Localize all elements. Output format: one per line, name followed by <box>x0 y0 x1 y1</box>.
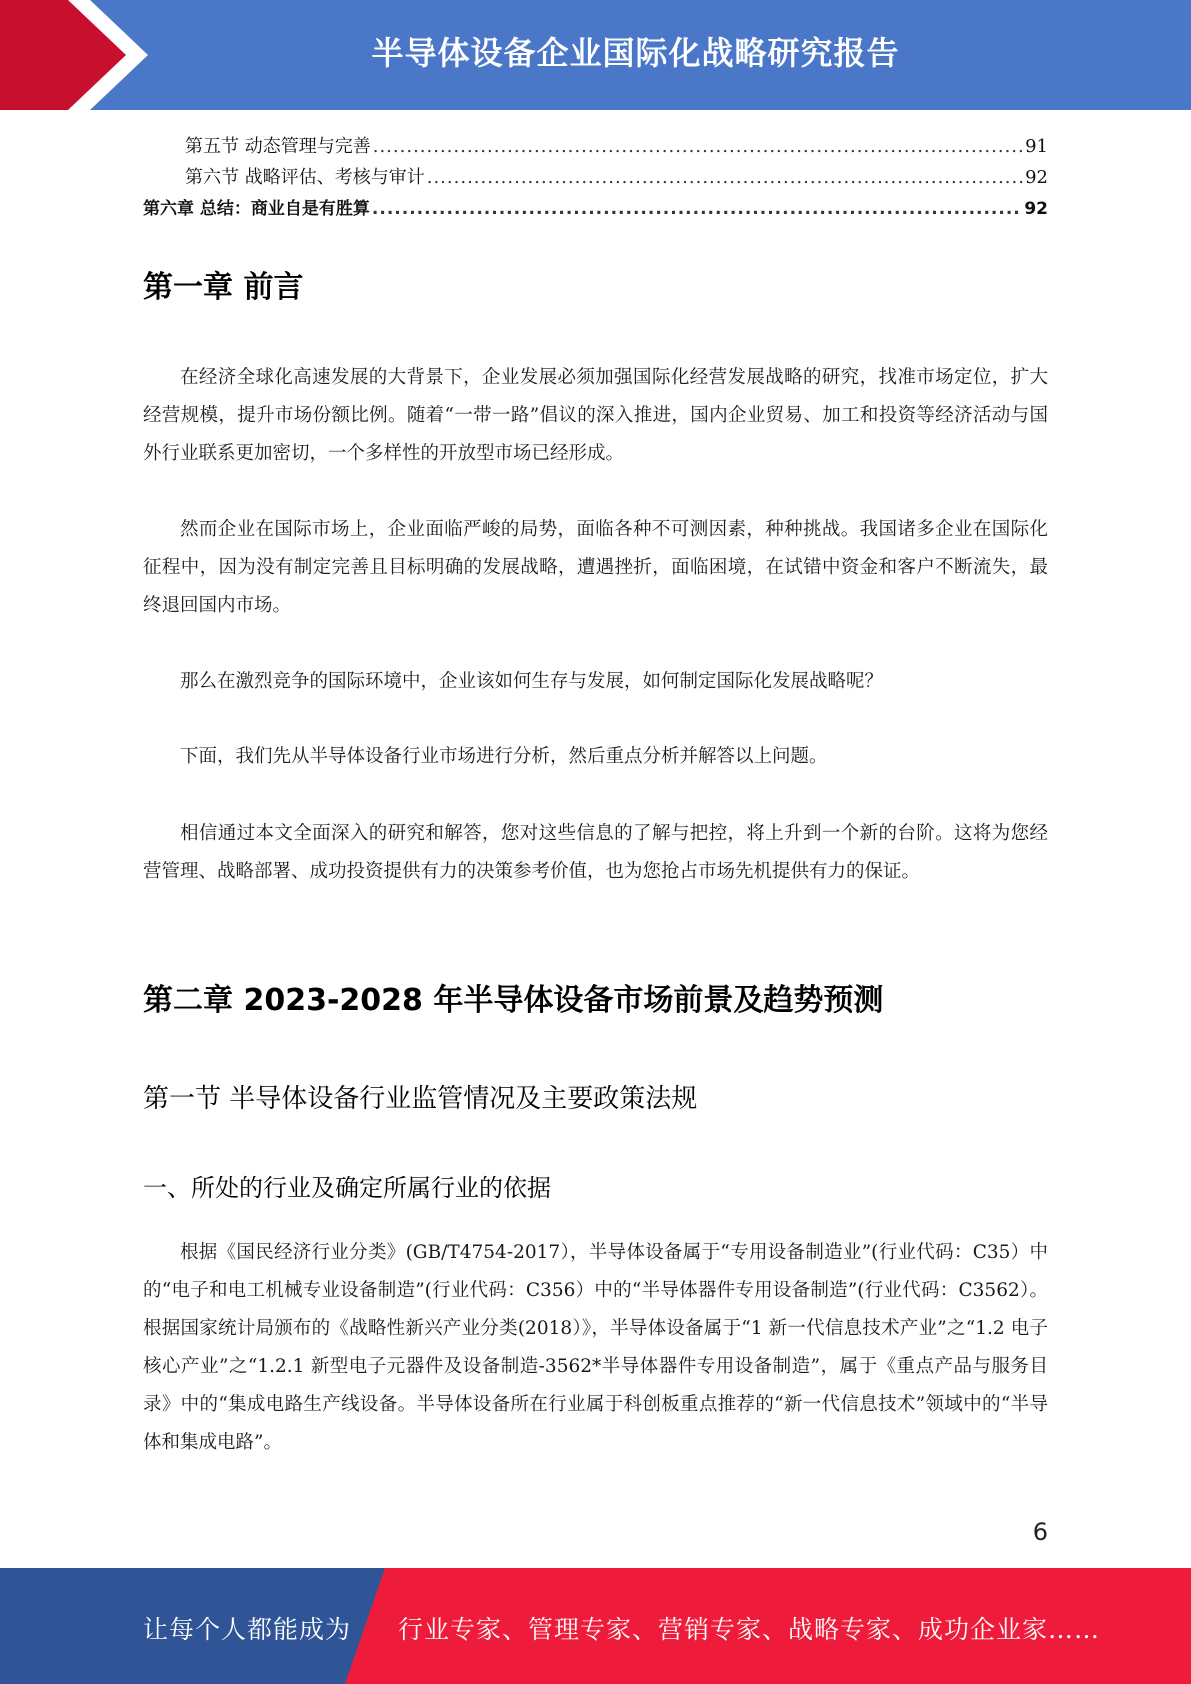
paragraph: 相信通过本文全面深入的研究和解答，您对这些信息的了解与把控，将上升到一个新的台阶。这将为您经营管理、战略部署、成功投资提供有力的决策参考价值，也为您抢占市场先机提供有力的保证。 <box>143 823 1048 882</box>
toc-entry-title: 第六章 总结：商业自是有胜算 <box>143 199 370 219</box>
paragraph: 那么在激烈竞争的国际环境中，企业该如何生存与发展，如何制定国际化发展战略呢？ <box>180 671 884 692</box>
footer-banner <box>0 1568 1191 1684</box>
toc-entry-page: 92 <box>1025 167 1048 188</box>
paragraph: 下面，我们先从半导体设备行业市场进行分析，然后重点分析并解答以上问题。 <box>180 746 828 767</box>
subsection-heading: 一、所处的行业及确定所属行业的依据 <box>143 1174 551 1202</box>
paragraph: 根据《国民经济行业分类》(GB/T4754-2017），半导体设备属于“专用设备制造业”(行业代码：C35）中的“电子和电工机械专业设备制造”(行业代码：C356）中的“半导体器件专用设备制造”(行业代码：C3562）。根据国家统计局颁布的《战略性新兴产业分类(2018）》，半导体设备属于“1 新一代信息技术产业”之“1.2 电子核心产业”之“1.2.1 新型电子元器件及设备制造-3562*半导体器件专用设备制造”，属于《重点产品与服务目录》中的“集成电路生产线设备。半导体设备所在行业属于科创板重点推荐的“新一代信息技术”领域中的“半导体和集成电路”。 <box>143 1242 1048 1453</box>
header-banner <box>0 0 1191 110</box>
toc-entry-page: 92 <box>1024 199 1048 219</box>
toc-leader <box>427 167 1023 188</box>
paragraph: 然而企业在国际市场上，企业面临严峻的局势，面临各种不可测因素，种种挑战。我国诸多企业在国际化征程中，因为没有制定完善且目标明确的发展战略，遭遇挫折，面临困境，在试错中资金和客户不断流失，最终退回国内市场。 <box>143 519 1048 616</box>
footer-slogan-right: 行业专家、管理专家、营销专家、战略专家、成功企业家…… <box>398 1615 1101 1644</box>
toc-entry-title: 第五节 动态管理与完善 <box>185 136 371 157</box>
page-number: 6 <box>1032 1518 1048 1546</box>
toc-entry[interactable] <box>143 163 1048 194</box>
footer-slogan-left: 让每个人都能成为 <box>143 1615 352 1644</box>
toc-entry-title: 第六节 战略评估、考核与审计 <box>185 167 425 188</box>
toc-entry[interactable] <box>143 132 1048 163</box>
paragraph: 在经济全球化高速发展的大背景下，企业发展必须加强国际化经营发展战略的研究，找准市场定位，扩大经营规模，提升市场份额比例。随着“一带一路”倡议的深入推进，国内企业贸易、加工和投资等经济活动与国外行业联系更加密切，一个多样性的开放型市场已经形成。 <box>143 367 1048 464</box>
section-heading: 第一节 半导体设备行业监管情况及主要政策法规 <box>143 1084 698 1114</box>
header-arrow-decoration <box>0 0 160 110</box>
table-of-contents <box>143 132 1048 225</box>
report-title: 半导体设备企业国际化战略研究报告 <box>371 34 900 72</box>
toc-entry-chapter[interactable] <box>143 194 1048 225</box>
toc-leader <box>373 136 1023 157</box>
chapter-2-heading: 第二章 2023-2028 年半导体设备市场前景及趋势预测 <box>143 983 884 1018</box>
chapter-1-heading: 第一章 前言 <box>143 270 304 305</box>
toc-leader <box>372 199 1022 219</box>
toc-entry-page: 91 <box>1025 136 1048 157</box>
